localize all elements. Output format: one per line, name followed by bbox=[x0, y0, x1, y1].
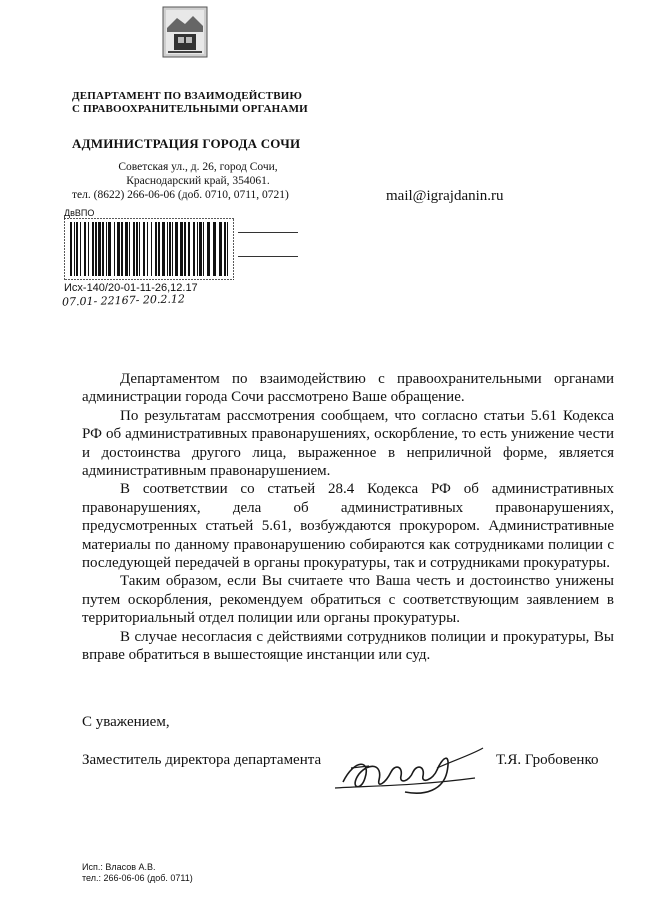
executor-phone: тел.: 266-06-06 (доб. 0711) bbox=[82, 873, 193, 883]
registration-label: ДвВПО bbox=[64, 208, 95, 218]
barcode-bar bbox=[106, 222, 107, 276]
barcode-bar bbox=[162, 222, 165, 276]
barcode-bar bbox=[224, 222, 226, 276]
barcode-bar bbox=[143, 222, 145, 276]
barcode-bar bbox=[133, 222, 135, 276]
barcode-bar bbox=[139, 222, 140, 276]
barcode-bar bbox=[172, 222, 173, 276]
executor-name: Исп.: Власов А.В. bbox=[82, 862, 156, 872]
barcode-bar bbox=[108, 222, 111, 276]
barcode-bar bbox=[102, 222, 104, 276]
barcode-bar bbox=[184, 222, 186, 276]
barcode-icon bbox=[64, 218, 234, 280]
letter-body bbox=[82, 370, 614, 665]
barcode-bar bbox=[76, 222, 78, 276]
barcode-bar bbox=[151, 222, 152, 276]
barcode-bar bbox=[197, 222, 198, 276]
barcode-bar bbox=[84, 222, 86, 276]
closing-regards: С уважением, bbox=[82, 714, 170, 730]
barcode-bar bbox=[98, 222, 101, 276]
department-line-2: С ПРАВООХРАНИТЕЛЬНЫМИ ОРГАНАМИ bbox=[72, 103, 308, 115]
barcode-bar bbox=[167, 222, 168, 276]
body-paragraph-5: В случае несогласия с действиями сотрудников полиции и прокуратуры, Вы вправе обратиться в вышестоящие инстанции или суд. bbox=[82, 628, 614, 664]
signer-name: Т.Я. Гробовенко bbox=[496, 752, 599, 768]
administration-name: АДМИНИСТРАЦИЯ ГОРОДА СОЧИ bbox=[72, 136, 301, 151]
barcode-bar bbox=[125, 222, 128, 276]
barcode-bar bbox=[193, 222, 195, 276]
barcode-bar bbox=[175, 222, 178, 276]
barcode-bar bbox=[88, 222, 89, 276]
barcode-bar bbox=[207, 222, 210, 276]
sochi-coat-of-arms-icon bbox=[162, 6, 208, 58]
barcode-bar bbox=[121, 222, 123, 276]
address-block bbox=[72, 160, 324, 202]
executor-info bbox=[82, 862, 193, 884]
barcode-bar bbox=[203, 222, 204, 276]
barcode-bar bbox=[74, 222, 75, 276]
barcode-bar bbox=[117, 222, 120, 276]
department-name bbox=[72, 90, 308, 116]
handwritten-signature bbox=[325, 742, 490, 800]
barcode-bar bbox=[169, 222, 171, 276]
barcode-bar bbox=[147, 222, 148, 276]
registration-blank-line-1 bbox=[238, 232, 298, 233]
barcode-bar bbox=[70, 222, 72, 276]
barcode-bar bbox=[129, 222, 130, 276]
recipient-email: mail@igrajdanin.ru bbox=[386, 188, 504, 204]
barcode-bar bbox=[155, 222, 157, 276]
handwritten-date: 07.01- 22167- 20.2.12 bbox=[61, 292, 186, 309]
barcode-bar bbox=[188, 222, 190, 276]
barcode-bar bbox=[114, 222, 115, 276]
barcode-bar bbox=[95, 222, 97, 276]
address-line-1: Советская ул., д. 26, город Сочи, bbox=[118, 161, 278, 173]
body-paragraph-4: Таким образом, если Вы считаете что Ваша честь и достоинство унижены путем оскорбления, рекомендуем обратиться с соответствующим заявлением в территориальный отдел полиции или органы прокуратуры. bbox=[82, 573, 614, 627]
barcode-bar bbox=[199, 222, 202, 276]
body-paragraph-3: В соответствии со статьей 28.4 Кодекса РФ об административных правонарушениях, дела об административных правонарушениях, предусмотренных статьей 5.61, возбуждаются прокурором. Административные материалы по данному правонарушению собираются как сотрудниками полиции с последующей передачей в органы прокуратуры, так и сотрудниками прокуратуры. bbox=[82, 481, 614, 572]
address-line-2: Краснодарский край, 354061. bbox=[126, 175, 270, 187]
registration-blank-line-2 bbox=[238, 256, 298, 257]
barcode-bar bbox=[136, 222, 138, 276]
barcode-bar bbox=[158, 222, 160, 276]
phone-line: тел. (8622) 266-06-06 (доб. 0710, 0711, 0721) bbox=[72, 189, 289, 201]
body-paragraph-1: Департаментом по взаимодействию с правоохранительными органами администрации города Сочи рассмотрено Ваше обращение. bbox=[82, 371, 614, 406]
barcode-bar bbox=[227, 222, 228, 276]
outgoing-number: Исх-140/20-01-11-26,12.17 bbox=[64, 282, 198, 294]
barcode-bar bbox=[213, 222, 216, 276]
department-line-1: ДЕПАРТАМЕНТ ПО ВЗАИМОДЕЙСТВИЮ bbox=[72, 90, 303, 102]
barcode-bar bbox=[80, 222, 81, 276]
barcode-bar bbox=[92, 222, 94, 276]
signer-position: Заместитель директора департамента bbox=[82, 752, 322, 768]
barcode-bar bbox=[180, 222, 183, 276]
body-paragraph-2: По результатам рассмотрения сообщаем, что согласно статьи 5.61 Кодекса РФ об административных правонарушениях, оскорбление, то есть унижение чести и достоинства другого лица, выраженное в неприличной форме, является административным правонарушением. bbox=[82, 407, 614, 480]
barcode-bar bbox=[219, 222, 222, 276]
